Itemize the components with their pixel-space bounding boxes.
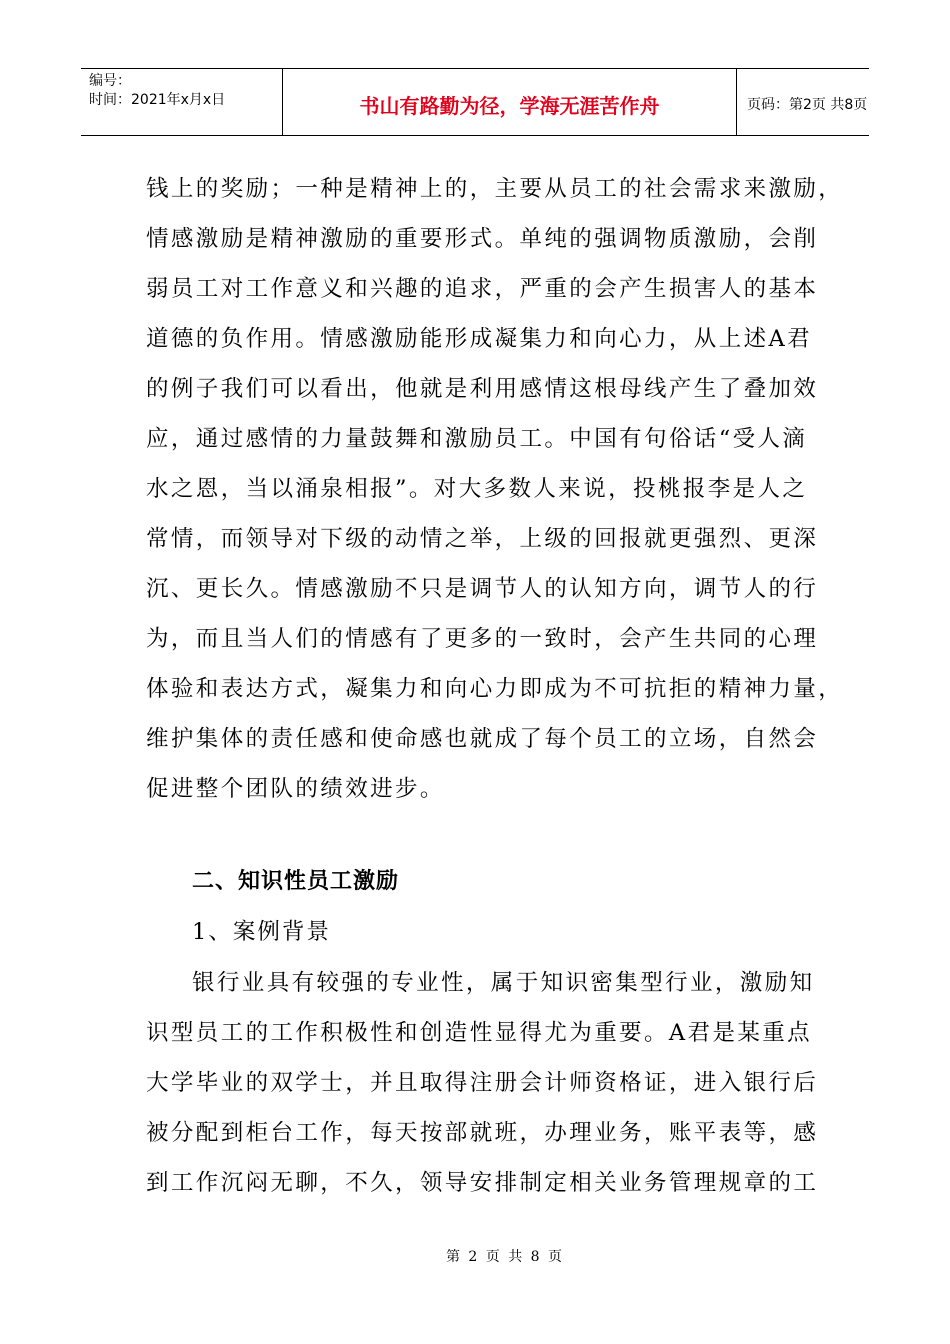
text-line: 道德的负作用。情感激励能形成凝集力和向心力，从上述A君 [146,326,813,352]
text-line: 沉、更长久。情感激励不只是调节人的认知方向，调节人的行 [146,576,819,602]
subsection-heading: 1、案例背景 [192,919,331,945]
header-meta-cell [81,69,283,135]
text-line: 被分配到柜台工作，每天按部就班，办理业务，账平表等，感 [146,1120,819,1146]
paragraph-1 [146,164,844,814]
header-motto: 书山有路勤为径，学海无涯苦作舟 [283,69,737,135]
page-footer: 第 2 页 共 8 页 [445,1249,565,1265]
text-line: 为，而且当人们的情感有了更多的一致时，会产生共同的心理 [146,626,819,652]
section-heading: 二、知识性员工激励 [192,869,400,894]
date-label: 时间：2021年x月x日 [89,92,226,108]
header-page-info: 页码：第2页 共8页 [747,97,868,113]
text-line: 促进整个团队的绩效进步。 [146,776,445,802]
text-line: 常情，而领导对下级的动情之举，上级的回报就更强烈、更深 [146,526,819,552]
page-header [81,68,869,136]
text-line: 银行业具有较强的专业性，属于知识密集型行业，激励知 [192,970,815,996]
text-line: 情感激励是精神激励的重要形式。单纯的强调物质激励，会削 [146,226,819,252]
text-line: 维护集体的责任感和使命感也就成了每个员工的立场，自然会 [146,726,819,752]
text-line: 钱上的奖励；一种是精神上的，主要从员工的社会需求来激励， [146,176,844,202]
text-line: 大学毕业的双学士，并且取得注册会计师资格证，进入银行后 [146,1070,819,1096]
text-line: 水之恩，当以涌泉相报”。对大多数人来说，投桃报李是人之 [146,476,808,502]
text-line: 弱员工对工作意义和兴趣的追求，严重的会产生损害人的基本 [146,276,819,302]
paragraph-2 [146,958,819,1208]
serial-number-label: 编号： [89,73,131,89]
text-line: 到工作沉闷无聊，不久，领导安排制定相关业务管理规章的工 [146,1170,819,1196]
text-line: 的例子我们可以看出，他就是利用感情这根母线产生了叠加效 [146,376,819,402]
text-line: 应，通过感情的力量鼓舞和激励员工。中国有句俗话“受人滴 [146,426,808,452]
text-line: 体验和表达方式，凝集力和向心力即成为不可抗拒的精神力量， [146,676,844,702]
text-line: 识型员工的工作积极性和创造性显得尤为重要。A君是某重点 [146,1020,813,1046]
